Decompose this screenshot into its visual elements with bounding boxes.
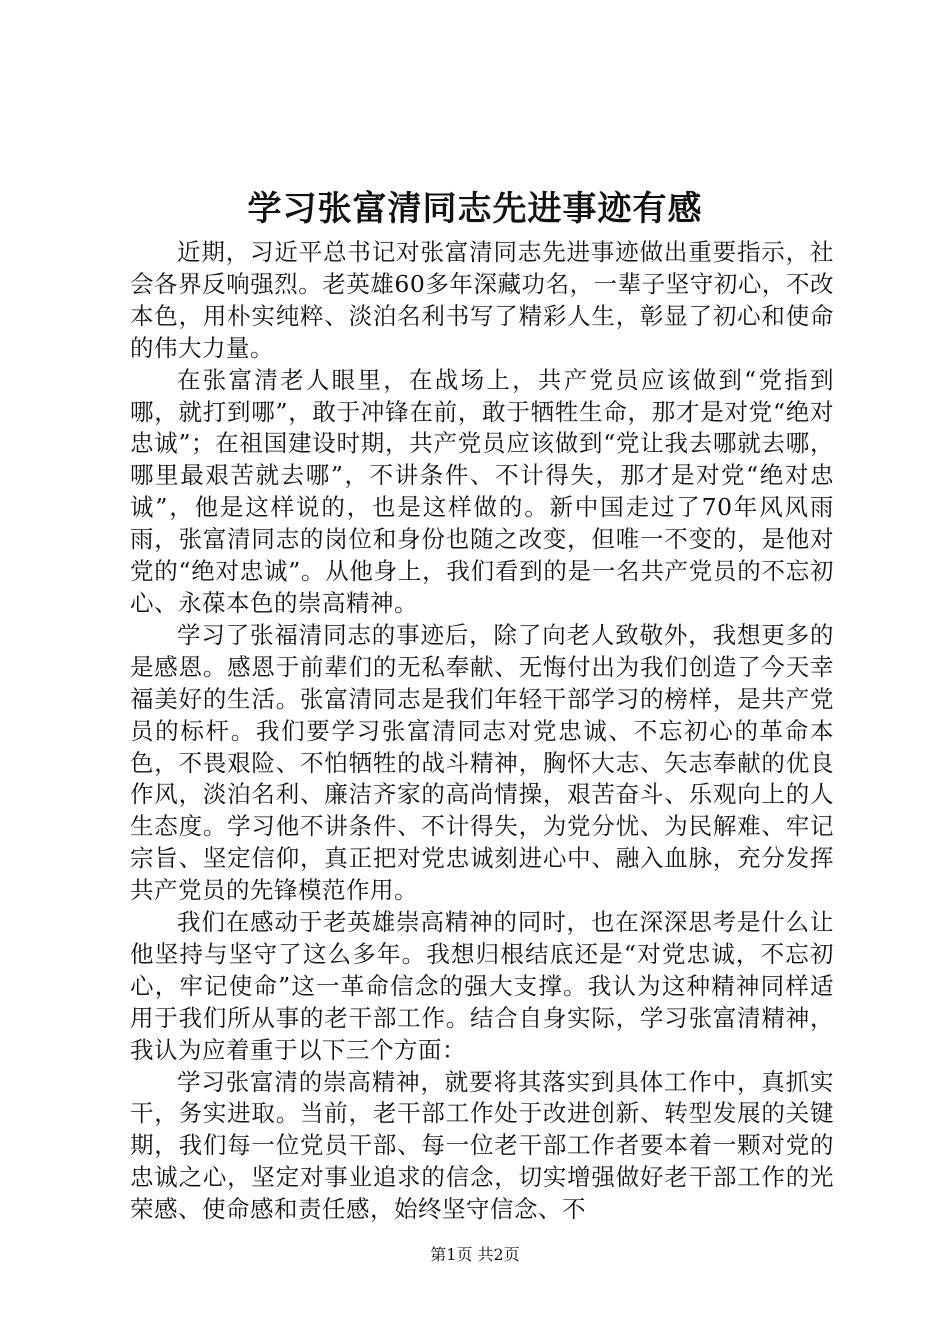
- document-title: 学习张富清同志先进事迹有感: [247, 189, 703, 229]
- paragraph-5: 学习张富清的崇高精神，就要将其落实到具体工作中，真抓实干，务实进取。当前，老干部工作处于改进创新、转型发展的关键期，我们每一位党员干部、每一位老干部工作者要本着一颗对党的忠诚之心，坚定对事业追求的信念，切实增强做好老干部工作的光荣感、使命感和责任感，始终坚守信念、不: [130, 1067, 834, 1224]
- paragraph-3: 学习了张福清同志的事迹后，除了向老人致敬外，我想更多的是感恩。感恩于前辈们的无私奉献、无悔付出为我们创造了今天幸福美好的生活。张富清同志是我们年轻干部学习的榜样，是共产党员的标杆。我们要学习张富清同志对党忠诚、不忘初心的革命本色，不畏艰险、不怕牺牲的战斗精神，胸怀大志、矢志奉献的优良作风，淡泊名利、廉洁齐家的高尚情操，艰苦奋斗、乐观向上的人生态度。学习他不讲条件、不计得失，为党分忧、为民解难、牢记宗旨、坚定信仰，真正把对党忠诚刻进心中、融入血脉，充分发挥共产党员的先锋模范作用。: [130, 620, 834, 905]
- paragraph-1: 近期，习近平总书记对张富清同志先进事迹做出重要指示，社会各界反响强烈。老英雄60多年深藏功名，一辈子坚守初心，不改本色，用朴实纯粹、淡泊名利书写了精彩人生，彰显了初心和使命的伟大力量。: [130, 238, 834, 362]
- paragraph-2: 在张富清老人眼里，在战场上，共产党员应该做到“党指到哪，就打到哪”，敢于冲锋在前，敢于牺牲生命，那才是对党“绝对忠诚”；在祖国建设时期，共产党员应该做到“党让我去哪就去哪，哪里最艰苦就去哪”，不讲条件、不计得失，那才是对党“绝对忠诚”，他是这样说的，也是这样做的。新中国走过了70年风风雨雨，张富清同志的岗位和身份也随之改变，但唯一不变的，是他对党的“绝对忠诚”。从他身上，我们看到的是一名共产党员的不忘初心、永葆本色的崇高精神。: [130, 365, 834, 617]
- paragraph-4: 我们在感动于老英雄崇高精神的同时，也在深深思考是什么让他坚持与坚守了这么多年。我想归根结底还是“对党忠诚，不忘初心，牢记使命”这一革命信念的强大支撑。我认为这种精神同样适用于我们所从事的老干部工作。结合自身实际，学习张富清精神，我认为应着重于以下三个方面：: [130, 908, 834, 1064]
- document-body: [130, 237, 834, 1226]
- page-footer: 第1页 共2页: [430, 1245, 520, 1264]
